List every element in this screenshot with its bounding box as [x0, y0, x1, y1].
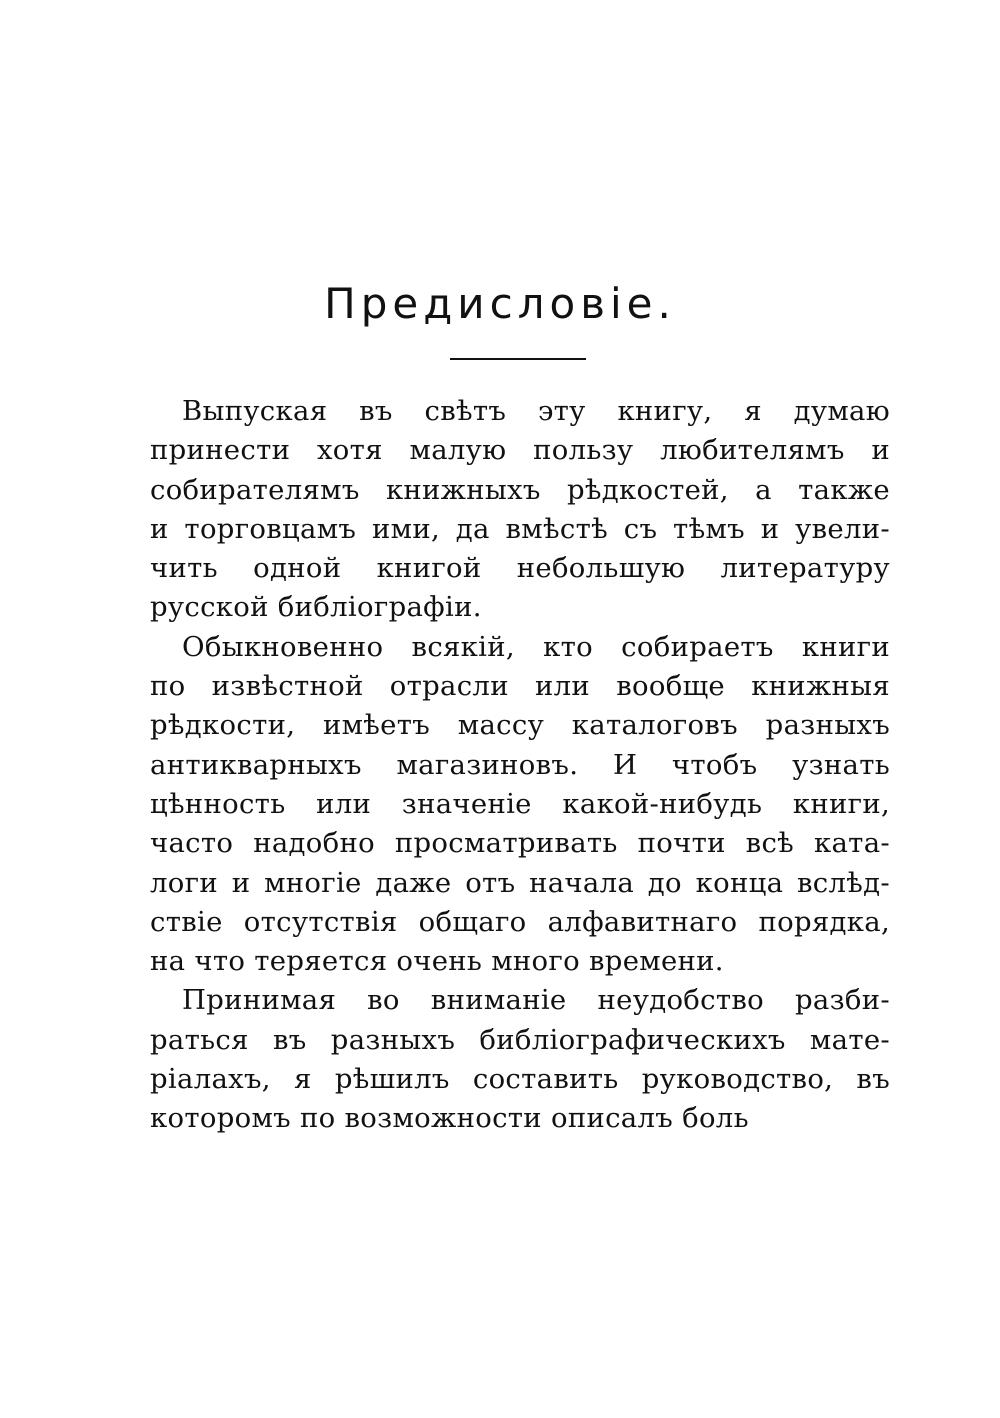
text-line: принести хотя малую пользу любителямъ и	[150, 434, 890, 467]
text-line: рѣдкости, имѣетъ массу каталоговъ разныхъ	[150, 709, 890, 742]
text-line: Принимая во вниманіе неудобство разби-	[182, 984, 890, 1017]
paragraph-1	[150, 392, 890, 628]
text-line: логи и многіе даже отъ начала до конца вслѣд-	[150, 866, 890, 899]
text-line: и торговцамъ ими, да вмѣстѣ съ тѣмъ и увели-	[150, 512, 890, 545]
text-line: русской библіографіи.	[150, 591, 482, 624]
text-line: собирателямъ книжныхъ рѣдкостей, а также	[150, 473, 890, 506]
text-line: по извѣстной отрасли или вообще книжныя	[150, 670, 890, 703]
title-divider	[450, 358, 586, 360]
text-line: которомъ по возможности описалъ боль	[150, 1102, 749, 1135]
text-line: ріалахъ, я рѣшилъ составить руководство, въ	[150, 1063, 890, 1096]
text-line: часто надобно просматривать почти всѣ ката-	[150, 827, 890, 860]
page-title: Предисловіе.	[324, 279, 676, 328]
paragraph-2	[150, 628, 890, 982]
text-line: на что теряется очень много времени.	[150, 945, 724, 978]
text-line: чить одной книгой небольшую литературу	[150, 552, 890, 585]
text-line: цѣнность или значеніе какой-нибудь книги,	[150, 787, 890, 820]
text-line: Выпуская въ свѣтъ эту книгу, я думаю	[182, 395, 890, 427]
text-line: антикварныхъ магазиновъ. И чтобъ узнать	[150, 748, 890, 781]
text-line: раться въ разныхъ библіографическихъ мате-	[150, 1023, 890, 1056]
paragraph-3	[150, 981, 890, 1138]
preface-text	[150, 392, 890, 1139]
text-line: ствіе отсутствія общаго алфавитнаго порядка,	[150, 905, 890, 938]
text-line: Обыкновенно всякій, кто собираетъ книги	[182, 630, 890, 663]
